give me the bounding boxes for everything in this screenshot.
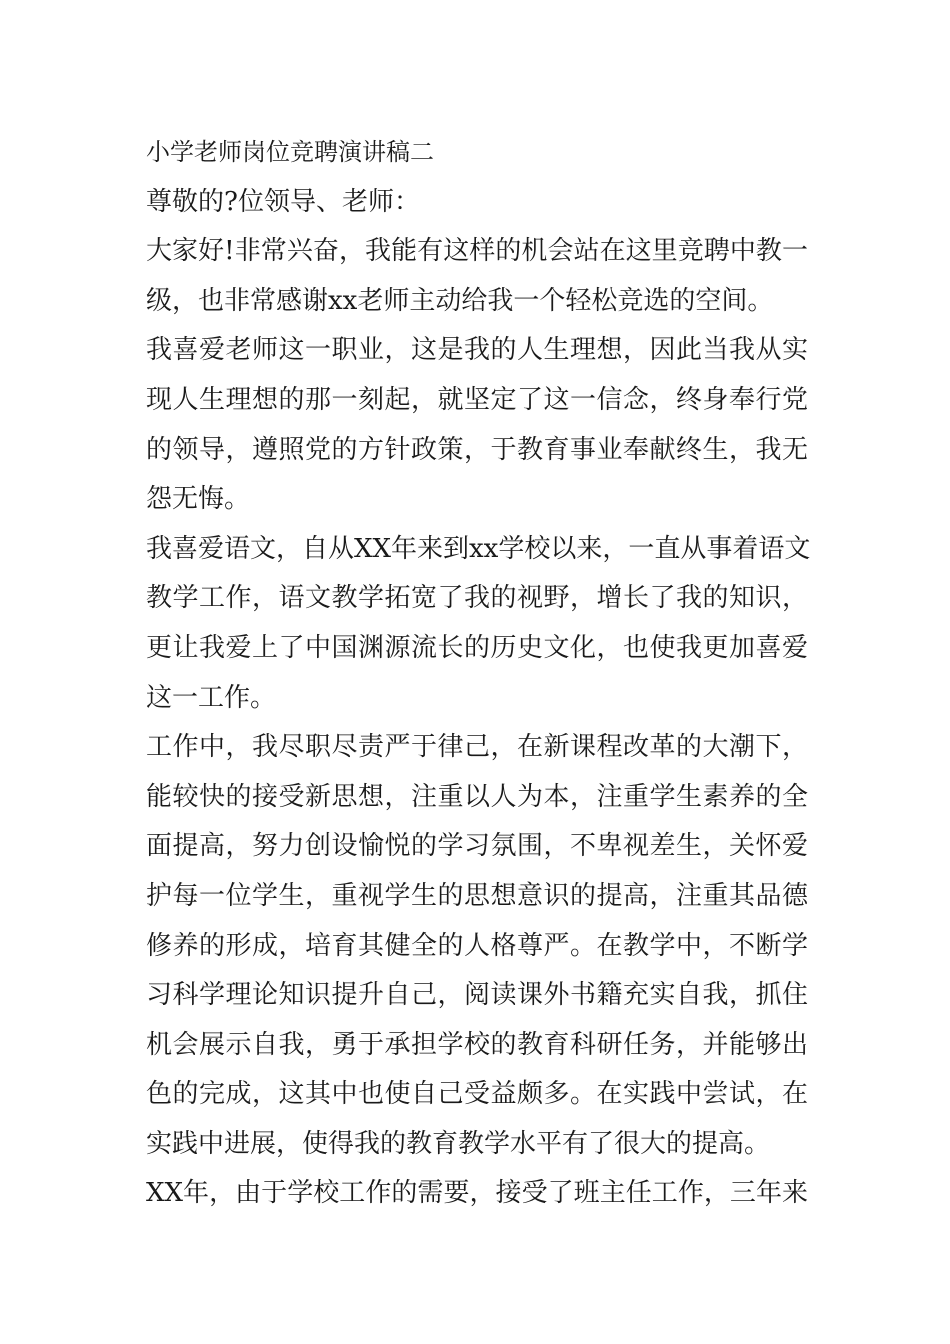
text-line: 我喜爱语文，自从XX年来到xx学校以来，一直从事着语文	[146, 533, 811, 564]
paragraph-lines	[146, 178, 811, 1219]
text-line: 这一工作。	[146, 682, 277, 713]
text-line: 更让我爱上了中国渊源流长的历史文化，也使我更加喜爱	[146, 632, 808, 663]
text-line: 实践中进展，使得我的教育教学水平有了很大的提高。	[146, 1128, 771, 1159]
text-line: 级，也非常感谢xx老师主动给我一个轻松竞选的空间。	[146, 285, 774, 316]
text-line: 机会展示自我，勇于承担学校的教育科研任务，并能够出	[146, 1029, 808, 1060]
text-line: 护每一位学生，重视学生的思想意识的提高，注重其品德	[146, 880, 808, 911]
text-line: XX年，由于学校工作的需要，接受了班主任工作，三年来	[146, 1178, 808, 1209]
document-title: 小学老师岗位竞聘演讲稿二	[146, 138, 434, 166]
text-line: 我喜爱老师这一职业，这是我的人生理想，因此当我从实	[146, 335, 808, 366]
text-line: 现人生理想的那一刻起，就坚定了这一信念，终身奉行党	[146, 384, 808, 415]
text-line: 怨无悔。	[146, 484, 251, 515]
text-line: 大家好!非常兴奋，我能有这样的机会站在这里竞聘中教一	[146, 236, 808, 267]
text-line: 修养的形成，培育其健全的人格尊严。在教学中，不断学	[146, 930, 808, 961]
text-line: 的领导，遵照党的方针政策，于教育事业奉献终生，我无	[146, 434, 808, 465]
text-line: 色的完成，这其中也使自己受益颇多。在实践中尝试，在	[146, 1079, 808, 1110]
text-line: 工作中，我尽职尽责严于律己，在新课程改革的大潮下，	[146, 732, 808, 763]
document-body	[146, 128, 811, 1219]
text-line: 尊敬的?位领导、老师：	[146, 186, 420, 217]
text-line: 习科学理论知识提升自己，阅读课外书籍充实自我，抓住	[146, 980, 808, 1011]
text-line: 面提高，努力创设愉悦的学习氛围，不卑视差生，关怀爱	[146, 831, 808, 862]
text-line: 教学工作，语文教学拓宽了我的视野，增长了我的知识，	[146, 583, 808, 614]
text-line: 能较快的接受新思想，注重以人为本，注重学生素养的全	[146, 781, 808, 812]
